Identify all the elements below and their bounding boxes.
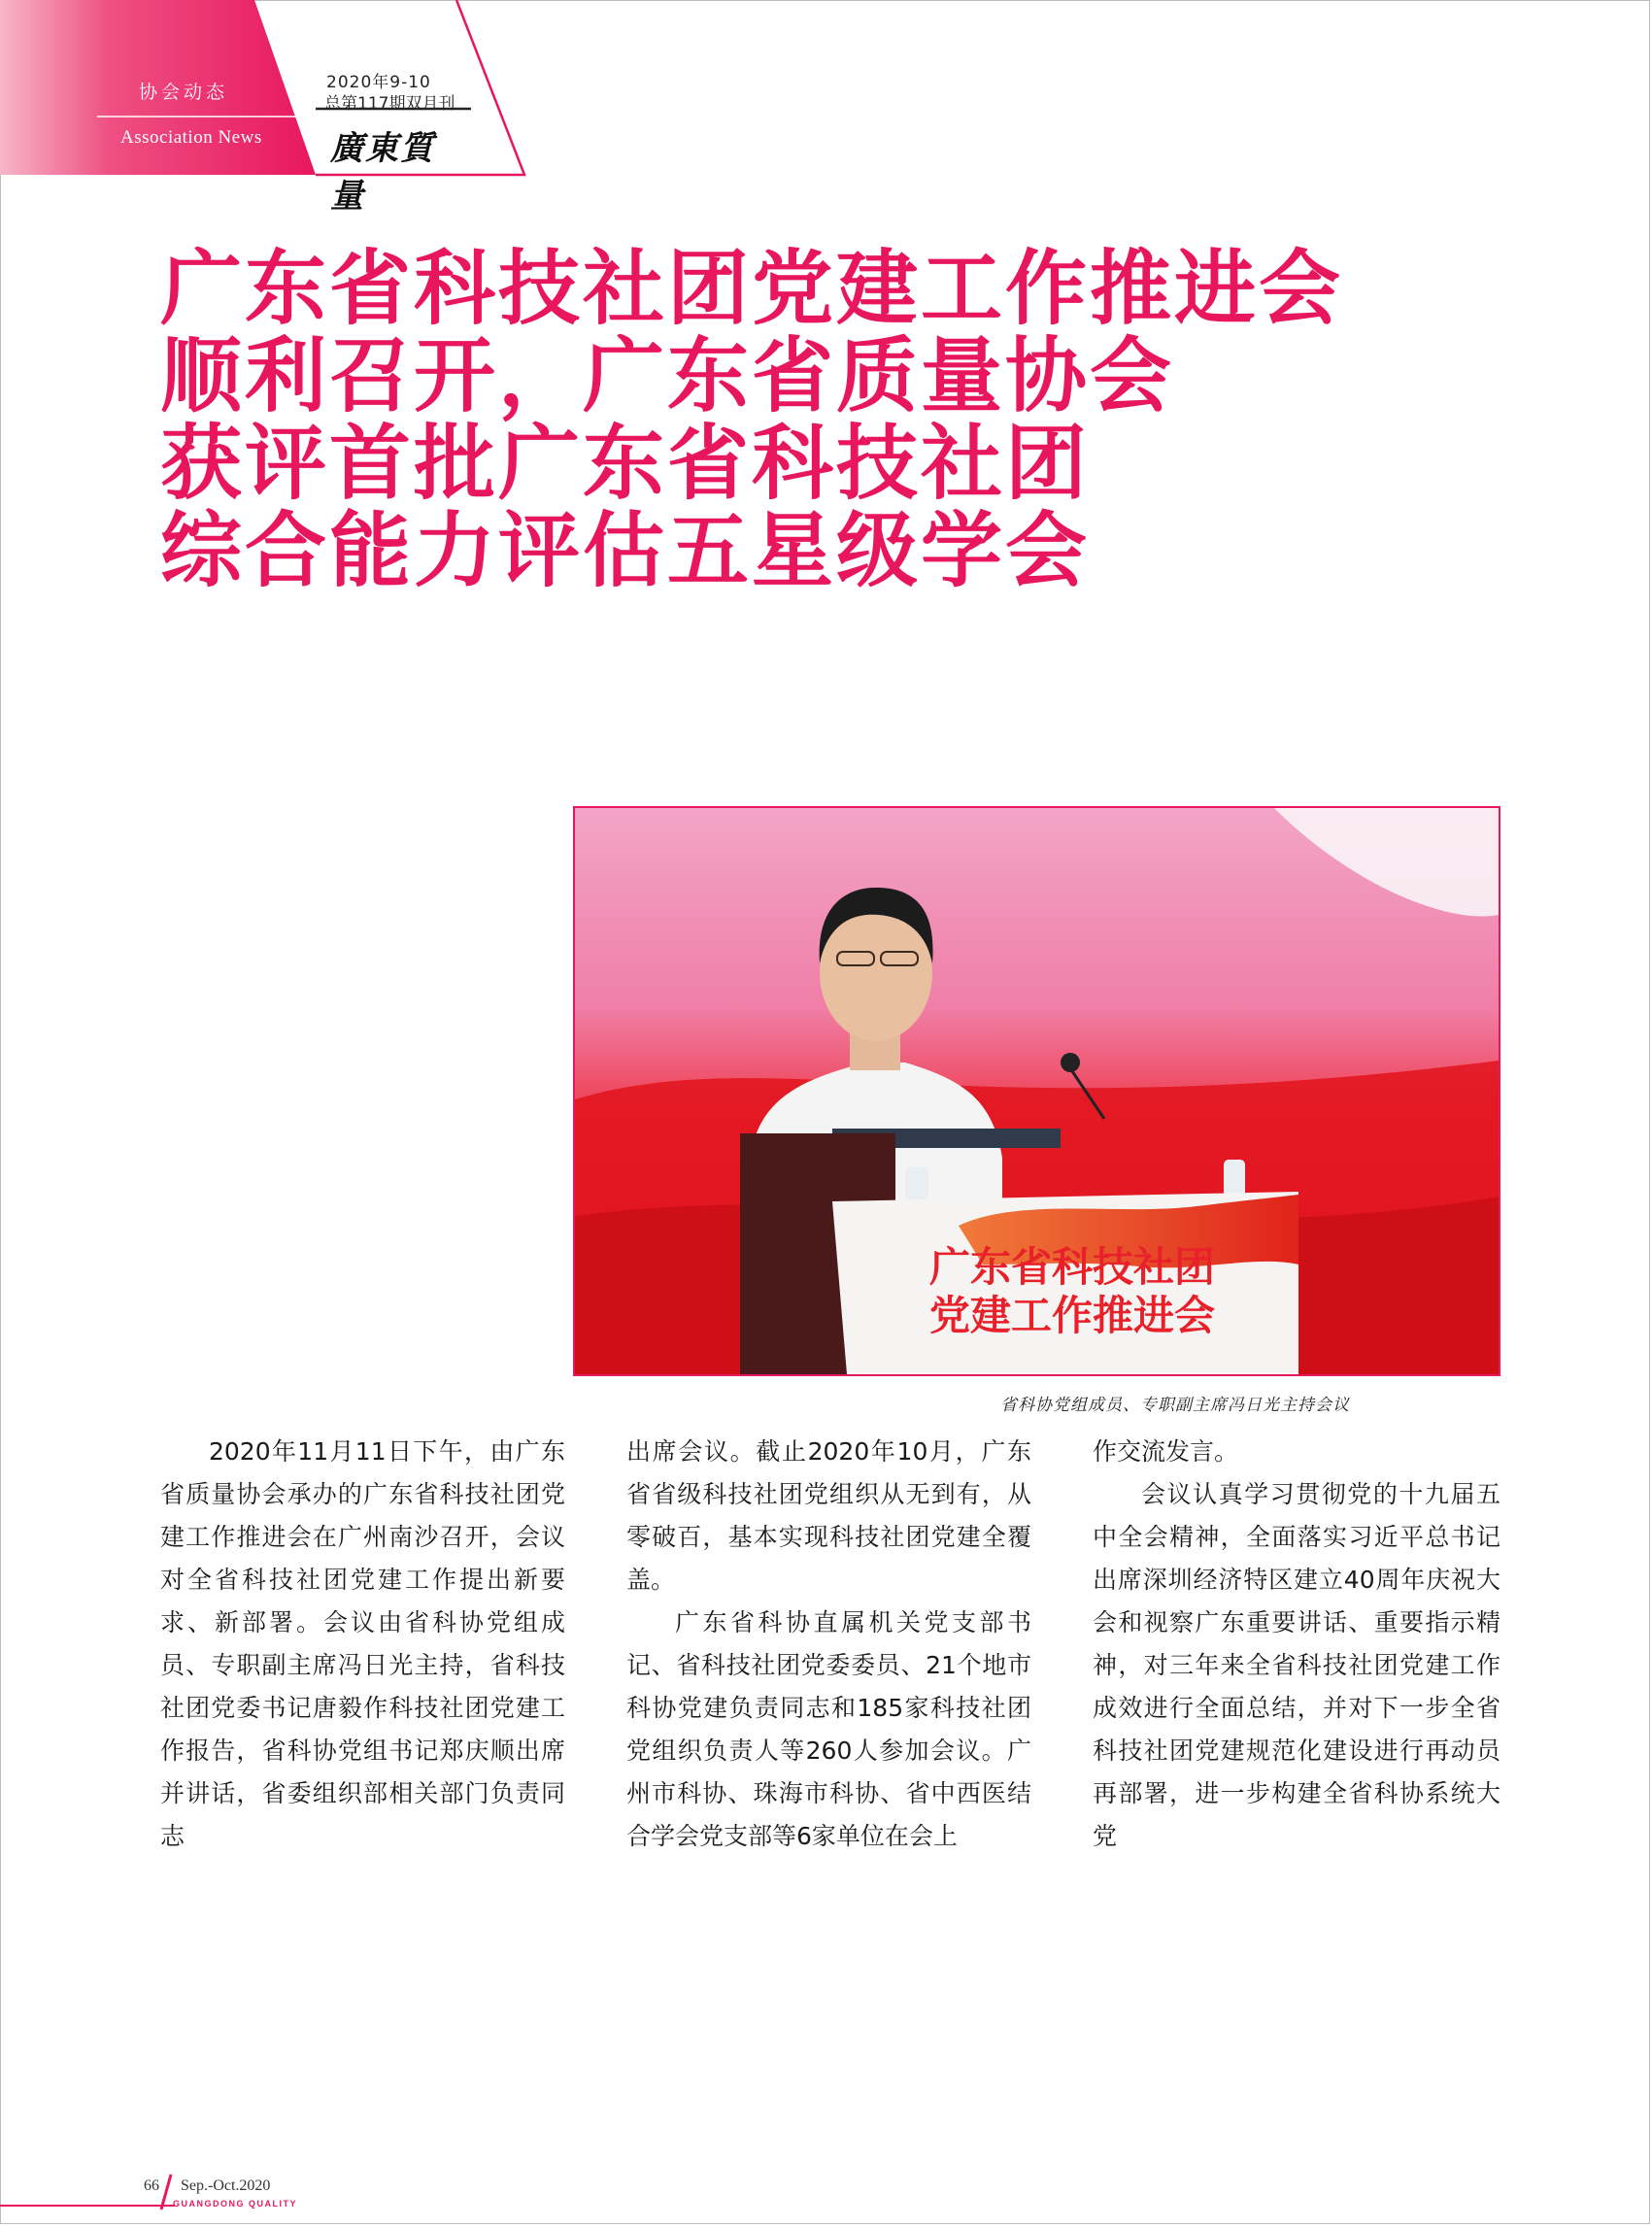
body-paragraph: 广东省科协直属机关党支部书记、省科技社团党委委员、21个地市科协党建负责同志和185家科技社团党组织负责人等260人参加会议。广州市科协、珠海市科协、省中西医结合学会党支部等6家单位在会上 — [626, 1608, 1031, 1850]
title-line: 广东省科技社团党建工作推进会 — [160, 240, 1344, 336]
section-label-cn: 协会动态 — [139, 82, 229, 103]
issue-number: 总第117期双月刊 — [324, 94, 455, 114]
title-line: 顺利召开，广东省质量协会 — [160, 327, 1175, 423]
title-line: 综合能力评估五星级学会 — [160, 502, 1091, 598]
podium-text-line: 广东省科技社团 — [929, 1243, 1216, 1291]
photo-caption: 省科协党组成员、专职副主席冯日光主持会议 — [1000, 1396, 1350, 1415]
magazine-logo: 廣東質量 — [330, 129, 435, 216]
article-photo — [573, 806, 1500, 1376]
body-paragraph: 作交流发言。 — [1093, 1437, 1239, 1466]
title-line: 获评首批广东省科技社团 — [160, 415, 1091, 511]
footer-date: Sep.-Oct.2020 — [181, 2177, 271, 2194]
article-title — [160, 240, 1549, 598]
body-column-1 — [160, 1431, 565, 1858]
section-label-en: Association News — [120, 127, 262, 148]
footer-rule — [0, 2205, 175, 2207]
body-paragraph: 会议认真学习贯彻党的十九届五中全会精神，全面落实习近平总书记出席深圳经济特区建立40周年庆祝大会和视察广东重要讲话、重要指示精神，对三年来全省科技社团党建工作成效进行全面总结，并对下一步全省科技社团党建规范化建设进行再动员再部署，进一步构建全省科协系统大党 — [1093, 1480, 1500, 1850]
issue-date: 2020年9-10 — [326, 73, 431, 92]
page-number: 66 — [144, 2177, 159, 2194]
body-column-2 — [626, 1431, 1031, 1858]
podium-text-line: 党建工作推进会 — [929, 1292, 1216, 1339]
body-paragraph: 出席会议。截止2020年10月，广东省省级科技社团党组织从无到有，从零破百，基本实现科技社团党建全覆盖。 — [626, 1437, 1031, 1594]
footer-brand: GUANGDONG QUALITY — [173, 2199, 297, 2209]
body-paragraph: 2020年11月11日下午，由广东省质量协会承办的广东省科技社团党建工作推进会在广州南沙召开，会议对全省科技社团党建工作提出新要求、新部署。会议由省科协党组成员、专职副主席冯日光主持，省科技社团党委书记唐毅作科技社团党建工作报告，省科协党组书记郑庆顺出席并讲话，省委组织部相关部门负责同志 — [160, 1437, 565, 1850]
body-column-3 — [1093, 1431, 1500, 1858]
